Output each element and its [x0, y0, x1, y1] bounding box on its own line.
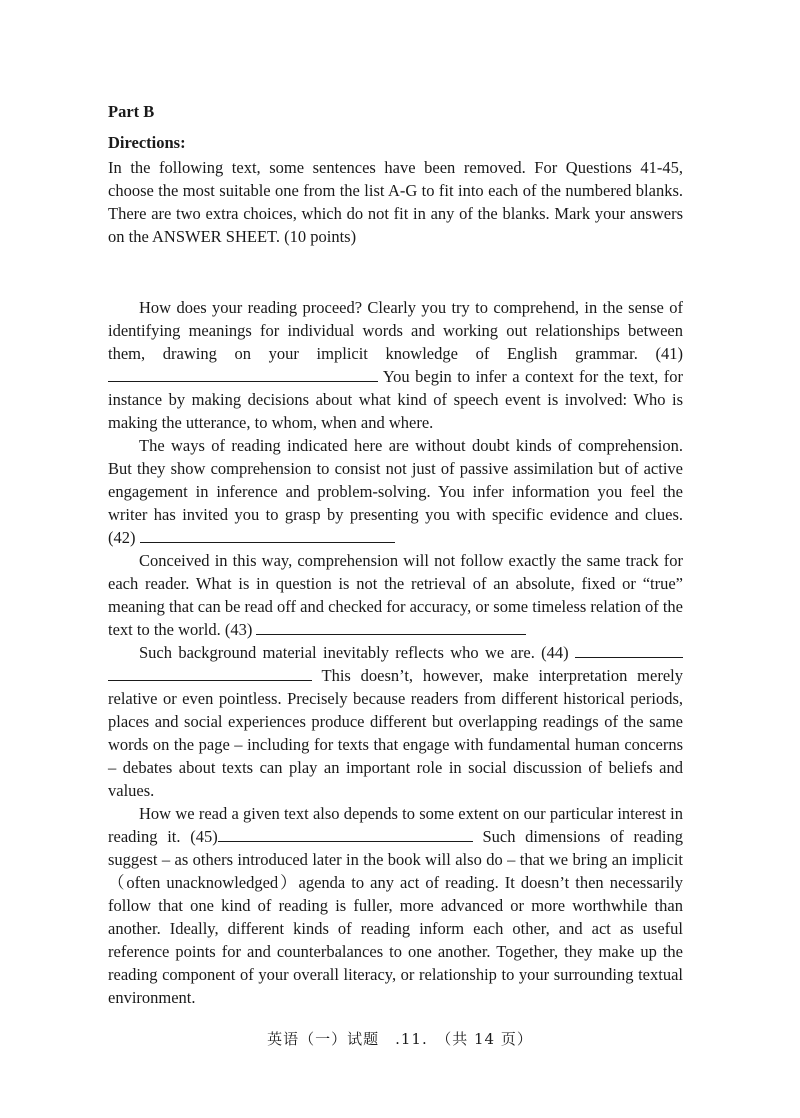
answer-blank-44-part-2	[108, 665, 312, 681]
answer-blank-42	[140, 527, 395, 543]
answer-blank-44-part-1	[575, 642, 683, 658]
part-title: Part B	[108, 102, 155, 121]
paragraph-3-text-a: Conceived in this way, comprehension will not follow exactly the same track for each reader. What is in question is not the retrieval of an absolute, fixed or “true” meaning that can be read off and checked for accuracy, or some timeless relation of the text to the world. (43)	[108, 551, 683, 639]
answer-blank-45	[218, 826, 473, 842]
paragraph-2-text-a: The ways of reading indicated here are without doubt kinds of comprehension. But they show comprehension to consist not just of passive assimilation but of active engagement in inference and problem-solving. You infer information you feel the writer has invited you to grasp by presenting you with specific evidence and clues. (42)	[108, 436, 683, 547]
paragraph-5-text-a: How we read a given text also depends to some extent on our particular interest in reading it. (45)	[108, 804, 683, 846]
paragraph-1-text-a: How does your reading proceed? Clearly you try to comprehend, in the sense of identifying meanings for individual words and working out relationships between them, drawing on your implicit knowledge of English grammar. (41)	[108, 298, 683, 363]
paragraph-1-text-b: You begin to infer a context for the text, for instance by making decisions about what kind of speech event is involved: Who is making the utterance, to whom, when and where.	[108, 367, 683, 432]
paragraph-5-text-b: Such dimensions of reading suggest – as others introduced later in the book will also do – that we bring an implicit（often unacknowledged）agenda to any act of reading. It doesn’t then necessarily follow that one kind of reading is fuller, more advanced or more worthwhile than another. Ideally, different kinds of reading inform each other, and act as useful reference points for and counterbalances to one another. Together, they make up the reading component of your overall literacy, or relationship to your surrounding textual environment.	[108, 827, 684, 1007]
answer-blank-41	[108, 366, 378, 382]
paragraph-5	[108, 802, 683, 1009]
page-footer: 英语（一）试题 .11. （共 14 页）	[267, 1030, 533, 1048]
paragraph-4-text-b: This doesn’t, however, make interpretation merely relative or even pointless. Precisely because readers from different historical periods, places and social experiences produce different but overlapping readings of the same words on the page – including for texts that engage with fundamental human concerns – debates about texts can play an important role in social discussion of beliefs and values.	[108, 666, 683, 800]
paragraph-3	[108, 549, 683, 641]
passage	[108, 296, 683, 1009]
paragraph-2	[108, 434, 683, 549]
paragraph-1	[108, 296, 683, 434]
answer-blank-43	[256, 619, 526, 635]
paragraph-4	[108, 641, 683, 802]
directions-title: Directions:	[108, 133, 186, 152]
paragraph-4-text-a: Such background material inevitably reflects who we are. (44)	[139, 643, 575, 662]
directions-text: In the following text, some sentences have been removed. For Questions 41-45, choose the most suitable one from the list A-G to fit into each of the numbered blanks. There are two extra choices, which do not fit in any of the blanks. Mark your answers on the ANSWER SHEET. (10 points)	[108, 158, 683, 246]
